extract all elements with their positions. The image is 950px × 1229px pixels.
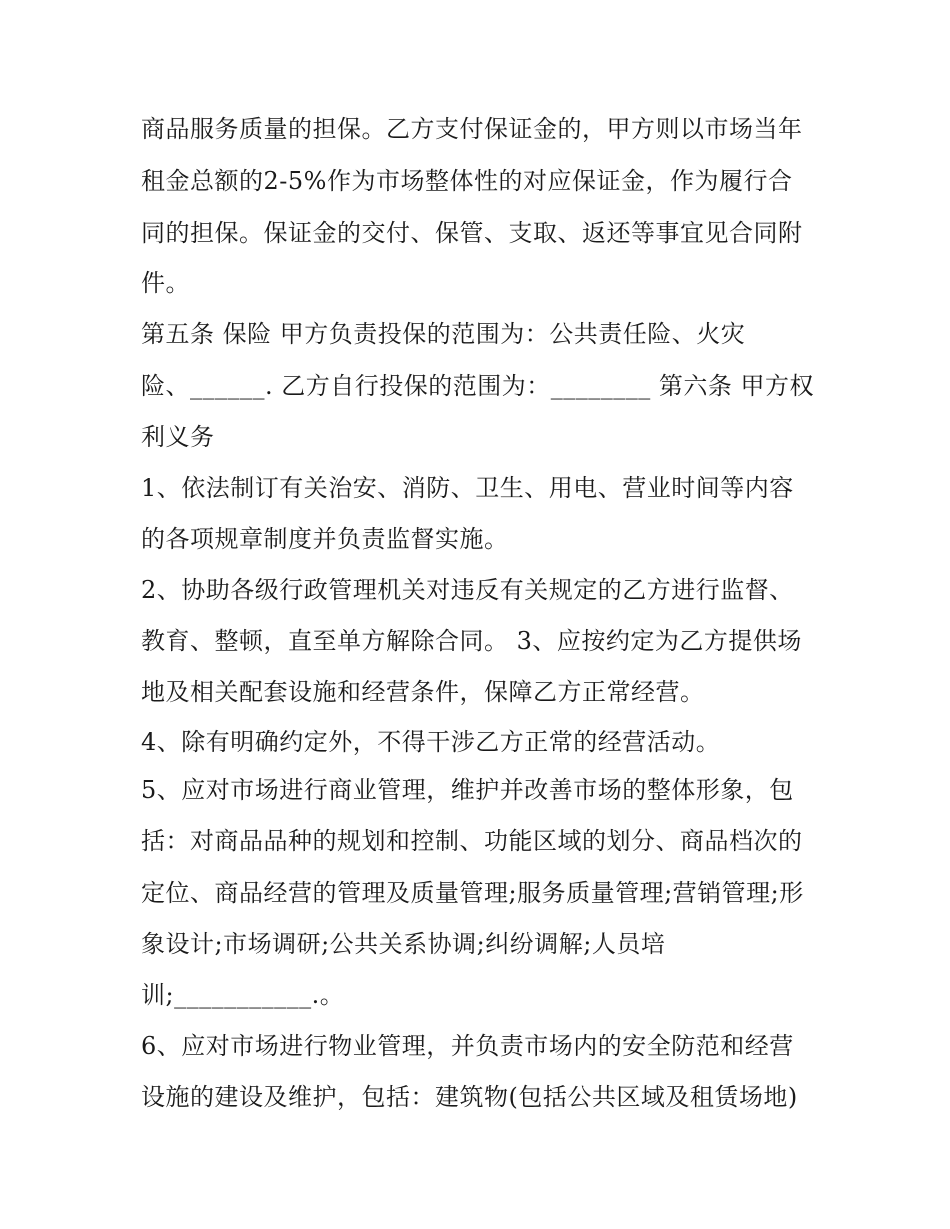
text-line: 同的担保。保证金的交付、保管、支取、返还等事宜见合同附 (141, 219, 803, 247)
text-line: 件。 (141, 269, 190, 297)
text-line: 4、除有明确约定外，不得干涉乙方正常的经营活动。 (141, 728, 721, 756)
text-line: 的各项规章制度并负责监督实施。 (141, 525, 509, 553)
text-line: 象设计;市场调研;公共关系协调;纠纷调解;人员培 (141, 930, 666, 958)
text-line: 教育、整顿，直至单方解除合同。 3、应按约定为乙方提供场 (141, 627, 802, 655)
text-line: 6、应对市场进行物业管理，并负责市场内的安全防范和经营 (141, 1032, 794, 1060)
text-line: 1、依法制订有关治安、消防、卫生、用电、营业时间等内容 (141, 474, 794, 502)
text-line: 定位、商品经营的管理及质量管理;服务质量管理;营销管理;形 (141, 879, 804, 907)
text-line: 括：对商品品种的规划和控制、功能区域的划分、商品档次的 (141, 827, 803, 855)
text-line: 地及相关配套设施和经营条件，保障乙方正常经营。 (141, 678, 705, 706)
text-line: 商品服务质量的担保。乙方支付保证金的，甲方则以市场当年 (141, 115, 803, 143)
text-line: 设施的建设及维护，包括：建筑物(包括公共区域及租赁场地) (141, 1083, 798, 1111)
text-line: 险、______. 乙方自行投保的范围为：________ 第六条 甲方权 (141, 372, 815, 400)
text-line: 5、应对市场进行商业管理，维护并改善市场的整体形象，包 (141, 776, 794, 804)
text-line: 租金总额的2-5%作为市场整体性的对应保证金，作为履行合 (141, 167, 793, 195)
text-line: 第五条 保险 甲方负责投保的范围为：公共责任险、火灾 (141, 320, 746, 348)
text-line: 利义务 (141, 423, 215, 451)
text-line: 训;___________.。 (141, 981, 345, 1009)
text-line: 2、协助各级行政管理机关对违反有关规定的乙方进行监督、 (141, 576, 794, 604)
